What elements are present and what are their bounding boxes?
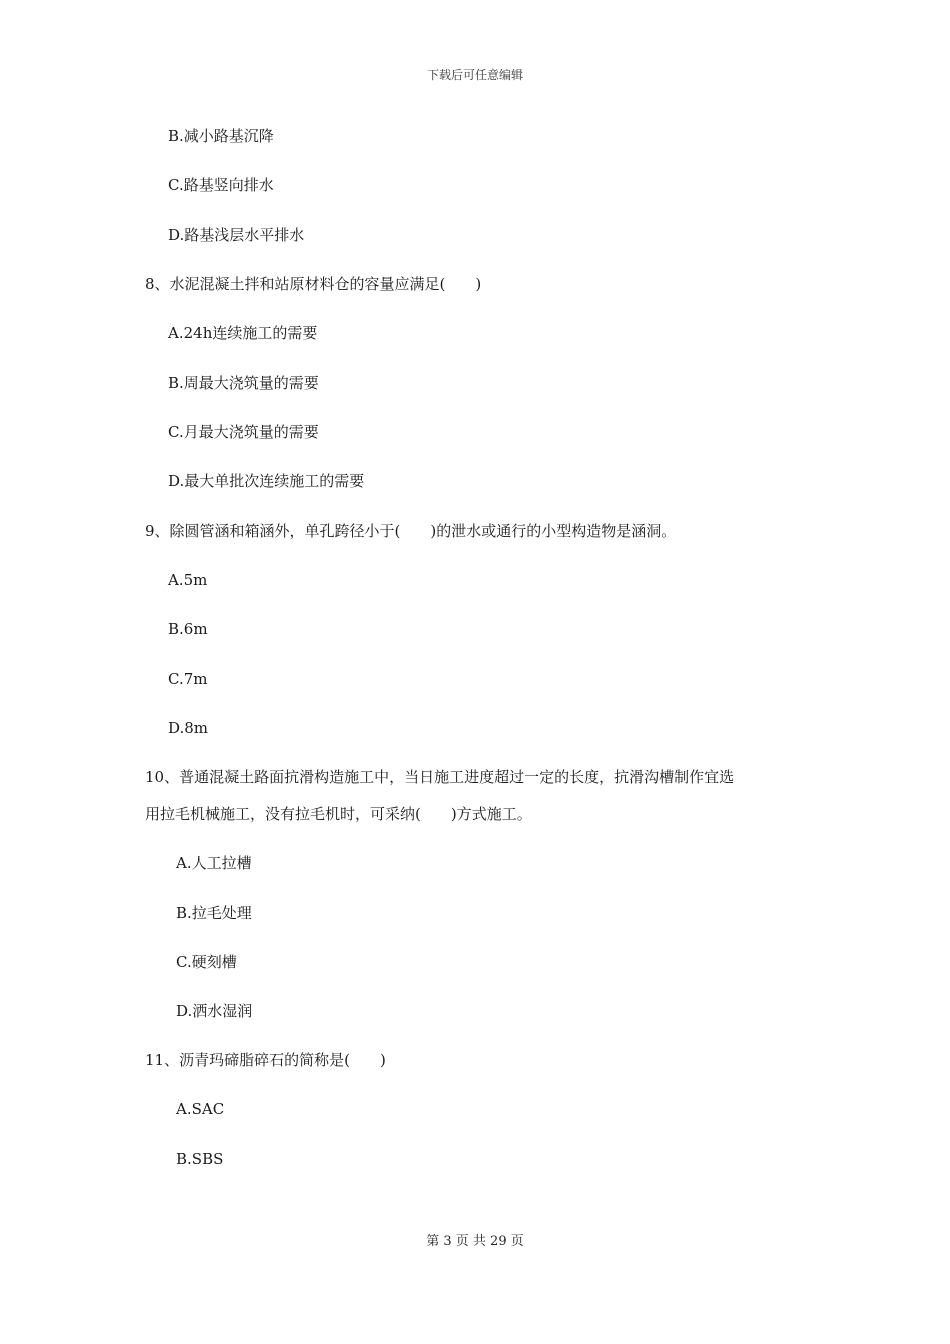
q8-option-d: D.最大单批次连续施工的需要	[168, 472, 365, 490]
q8-option-c: C.月最大浇筑量的需要	[168, 423, 319, 441]
q9-option-d: D.8m	[168, 719, 209, 737]
q9-option-b: B.6m	[168, 620, 208, 638]
q10-option-a: A.人工拉槽	[176, 854, 252, 872]
q10-stem-line2: 用拉毛机械施工，没有拉毛机时，可采纳( )方式施工。	[145, 805, 532, 823]
q7-option-b: B.减小路基沉降	[168, 127, 274, 145]
q11-option-b: B.SBS	[176, 1150, 224, 1168]
q11-stem: 11、沥青玛碲脂碎石的简称是( )	[145, 1051, 386, 1069]
page-header: 下载后可任意编辑	[426, 68, 523, 82]
q10-option-c: C.硬刻槽	[176, 953, 237, 971]
q7-option-d: D.路基浅层水平排水	[168, 226, 305, 244]
q10-option-d: D.洒水湿润	[176, 1002, 253, 1020]
page-footer: 第 3 页 共 29 页	[426, 1234, 524, 1249]
q10-option-b: B.拉毛处理	[176, 904, 252, 922]
q8-stem: 8、水泥混凝土拌和站原材料仓的容量应满足( )	[145, 275, 482, 293]
q9-option-a: A.5m	[168, 571, 208, 589]
q8-option-b: B.周最大浇筑量的需要	[168, 374, 319, 392]
q10-stem-line1: 10、普通混凝土路面抗滑构造施工中，当日施工进度超过一定的长度，抗滑沟槽制作宜选	[145, 768, 735, 786]
q7-option-c: C.路基竖向排水	[168, 176, 274, 194]
q11-option-a: A.SAC	[176, 1100, 225, 1118]
q9-stem: 9、除圆管涵和箱涵外，单孔跨径小于( )的泄水或通行的小型构造物是涵洞。	[145, 522, 677, 540]
q9-option-c: C.7m	[168, 670, 208, 688]
q8-option-a: A.24h连续施工的需要	[168, 324, 318, 342]
